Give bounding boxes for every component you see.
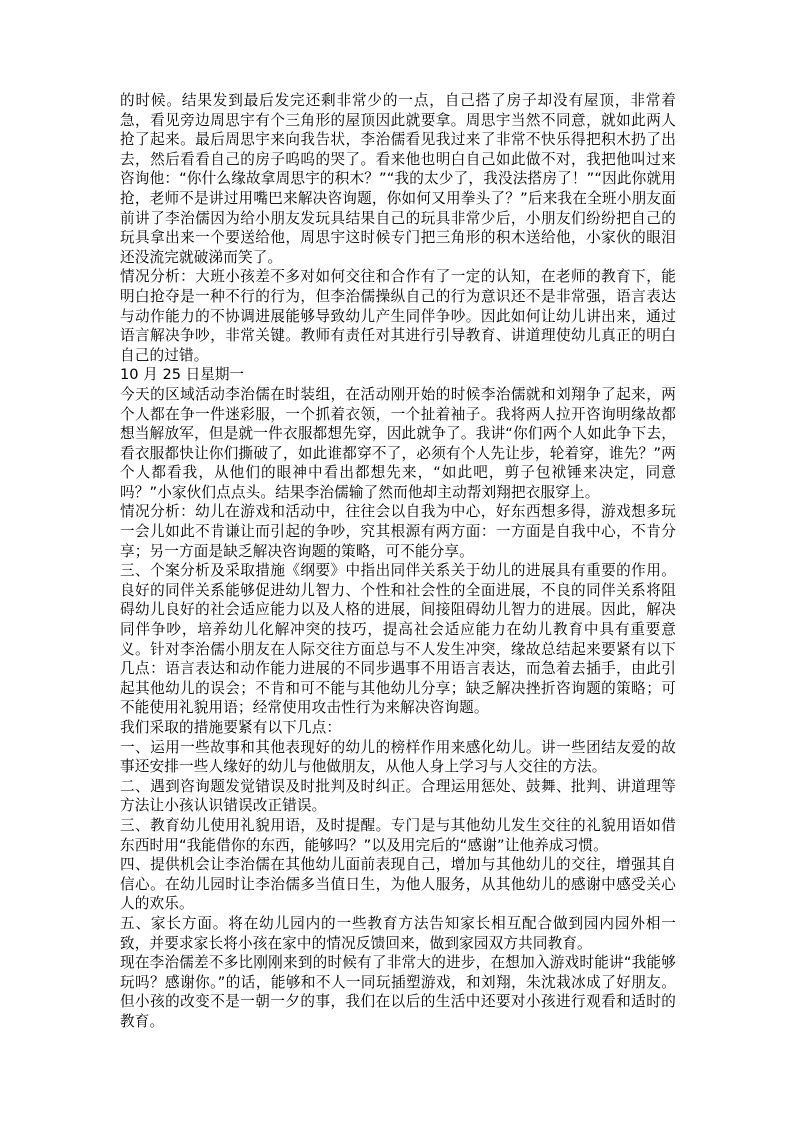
paragraph-measure-1: 一、运用一些故事和其他表现好的幼儿的榜样作用来感化幼儿。讲一些团结友爱的故事还安排一些人缘好的幼儿与他做朋友，从他人身上学习与人交往的方法。 [120, 738, 676, 776]
paragraph-case-analysis: 三、个案分析及采取措施《纲要》中指出同伴关系关于幼儿的进展具有重要的作用。良好的同伴关系能够促进幼儿智力、个性和社会性的全面进展，不良的同伴关系将阻碍幼儿良好的社会适应能力以及人格的进展，间接阻碍幼儿智力的进展。因此，解决同伴争吵，培养幼儿化解冲突的技巧，提高社会适应能力在幼儿教育中具有重要意义。针对李治儒小朋友在人际交往方面总与不人发生冲突，缘故总结起来要紧有以下几点：语言表达和动作能力进展的不同步遇事不用语言表达，而急着去插手，由此引起其他幼儿的误会；不肯和可不能与其他幼儿分享；缺乏解决挫折咨询题的策略；可不能使用礼貌用语；经常使用攻击性行为来解决咨询题。 [120, 562, 676, 717]
paragraph-situation-analysis-1: 情况分析：大班小孩差不多对如何交往和合作有了一定的认知，在老师的教育下，能明白抢夺是一种不行的行为，但李治儒操纵自己的行为意识还不是非常强，语言表达与动作能力的不协调进展能够导致幼儿产生同伴争吵。因此如何让幼儿讲出来，通过语言解决争吵，非常关键。教师有责任对其进行引导教育、讲道理使幼儿真正的明白自己的过错。 [120, 268, 676, 364]
paragraph-measure-3: 三、教育幼儿使用礼貌用语，及时提醒。专门是与其他幼儿发生交往的礼貌用语如借东西时用“我能借你的东西，能够吗？”以及用完后的“感谢”让他养成习惯。 [120, 816, 676, 854]
paragraph-measure-2: 二、遇到咨询题发觉错误及时批判及时纠正。合理运用惩处、鼓舞、批判、讲道理等方法让小孩认识错误改正错误。 [120, 777, 676, 815]
paragraph-situation-analysis-2: 情况分析：幼儿在游戏和活动中，往往会以自我为中心，好东西想多得，游戏想多玩一会儿如此不肯谦让而引起的争吵，究其根源有两方面：一方面是自我中心，不肯分享；另一方面是缺乏解决咨询题的策略，可不能分享。 [120, 503, 676, 560]
paragraph-story-continuation: 的时候。结果发到最后发完还剩非常少的一点，自己搭了房子却没有屋顶，非常着急，看见旁边周思宇有个三角形的屋顶因此就要拿。周思宇当然不同意，就如此两人抢了起来。最后周思宇来向我告状，李治儒看见我过来了非常不快乐得把积木扔了出去，然后看看自己的房子呜呜的哭了。看来他也明白自己如此做不对，我把他叫过来咨询他：“你什么缘故拿周思宇的积木？”“我的太少了，我没法搭房了！”“因此你就用抢，老师不是讲过用嘴巴来解决咨询题，你如何又用拳头了？”后来我在全班小朋友面前讲了李治儒因为给小朋友发玩具结果自己的玩具非常少后，小朋友们纷纷把自己的玩具拿出来一个要送给他，周思宇这时候专门把三角形的积木送给他，小家伙的眼泪还没流完就破涕而笑了。 [120, 92, 676, 266]
paragraph-conclusion: 现在李治儒差不多比刚刚来到的时候有了非常大的进步，在想加入游戏时能讲“我能够玩吗？感谢你。”的话，能够和不人一同玩插塑游戏，和刘翔，朱沈栽冰成了好朋友。但小孩的改变不是一朝一夕的事，我们在以后的生活中还要对小孩进行观看和适时的教育。 [120, 954, 676, 1030]
paragraph-measure-5: 五、家长方面。将在幼儿园内的一些教育方法告知家长相互配合做到园内园外相一致，并要求家长将小孩在家中的情况反馈回来，做到家园双方共同教育。 [120, 914, 676, 952]
date-heading: 10 月 25 日星期一 [120, 366, 245, 384]
document-page [120, 91, 676, 1032]
paragraph-costume-activity: 今天的区域活动李治儒在时装组，在活动刚开始的时候李治儒就和刘翔争了起来，两个人都在争一件迷彩服，一个抓着衣领，一个扯着袖子。我将两人拉开咨询明缘故都想当解放军，但是就一件衣服都想先穿，因此就争了。我讲“你们两个人如此争下去，看衣服都快让你们撕破了，如此谁都穿不了，必须有个人先让步，轮着穿，谁先？”两个人都看我，从他们的眼神中看出都想先来，“如此吧，剪子包袱锤来决定，同意吗？”小家伙们点点头。结果李治儒输了然而他却主动帮刘翔把衣服穿上。 [120, 385, 676, 501]
paragraph-measure-4: 四、提供机会让李治儒在其他幼儿面前表现自己，增加与其他幼儿的交往，增强其自信心。在幼儿园时让李治儒多当值日生，为他人服务，从其他幼儿的感谢中感受关心人的欢乐。 [120, 856, 676, 913]
paragraph-measures-intro: 我们采取的措施要紧有以下几点： [120, 719, 342, 736]
